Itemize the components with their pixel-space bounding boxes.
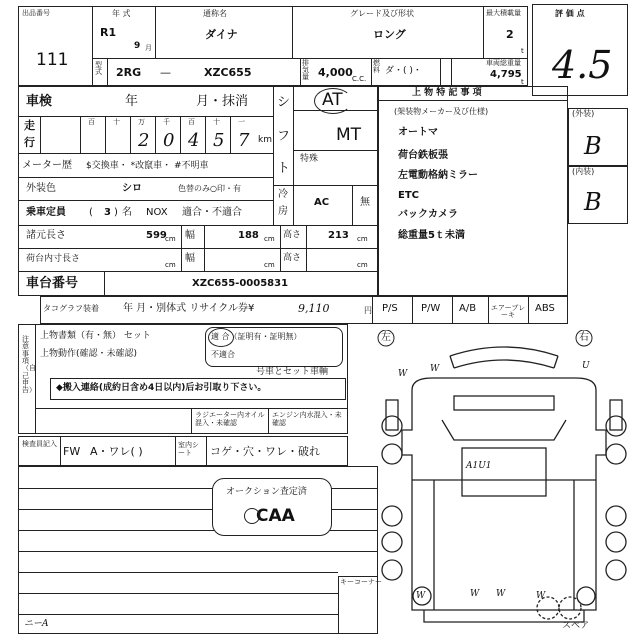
seats-paren-close: ): [114, 207, 118, 218]
seats-paren-open: (: [89, 207, 93, 218]
cargo-height-unit: cm: [357, 261, 368, 269]
notes-label: 注意事項（自己申告）: [22, 335, 36, 395]
recycle-yen: 円: [364, 306, 372, 315]
option-air-brake: エアーブレーキ: [490, 304, 526, 319]
mileage-label-2: 行: [24, 136, 35, 149]
specials-title: 上 物 特 記 事 項: [412, 88, 482, 98]
radiator-label: ラジエーター内オイル混入・未確認: [195, 411, 265, 428]
stamp-top: オークション査定済: [226, 487, 307, 497]
lot-number: 111: [36, 50, 69, 70]
score-value: 4.5: [552, 43, 613, 87]
cargo-height-label: 高さ: [283, 253, 302, 263]
color-value: シロ: [122, 183, 142, 194]
exterior-grade: B: [584, 132, 602, 160]
recycle-label: 年 月・別体式 リサイクル券¥: [123, 303, 255, 314]
year-month: 9: [134, 41, 141, 51]
length-label: 諸元長さ: [26, 230, 66, 241]
seats-label: 乗車定員: [26, 207, 66, 218]
width-unit: cm: [264, 235, 275, 243]
sheet-condition: コゲ・穴・ワレ・破れ: [210, 445, 320, 458]
at-circle-mark: [314, 88, 352, 114]
height-unit: cm: [357, 235, 368, 243]
shift-char-2: フ: [277, 129, 291, 144]
width-label: 幅: [185, 230, 195, 241]
option-pw: P/W: [421, 303, 441, 314]
meter-options: $交換車・ *改竄車・ #不明車: [86, 161, 209, 171]
length-value: 599: [146, 230, 167, 241]
specials-subtitle: (架装物メーカー及び仕様): [394, 107, 489, 116]
gross-weight: 4,795: [490, 69, 522, 80]
special-item: オートマ: [398, 127, 438, 138]
color-change: 色替のみ○印・有: [178, 184, 241, 193]
cargo-width-unit: cm: [264, 261, 275, 269]
mileage-label-1: 走: [24, 119, 35, 132]
damage-mark: W: [470, 589, 480, 599]
cargo-width-label: 幅: [185, 253, 195, 264]
mileage-unit: km: [258, 135, 272, 145]
damage-mark: W: [536, 591, 546, 601]
shaken-label: 車検: [26, 94, 53, 109]
recycle-value: 9,110: [298, 302, 330, 315]
type-label: 型式: [95, 61, 102, 76]
exterior-label: (外装): [572, 109, 595, 118]
set-vehicle: 号車とセット車輌: [256, 367, 329, 377]
interior-grade: B: [584, 188, 602, 216]
year-label: 年 式: [112, 9, 131, 18]
mileage-digit-label: 十: [113, 118, 120, 126]
left-side-label: 左: [381, 332, 391, 343]
shaken-year: 年: [125, 94, 139, 109]
mileage-digit-label: 万: [138, 118, 145, 126]
month-unit: 月: [145, 44, 152, 52]
color-label: 外装色: [26, 183, 56, 194]
mileage-digit: 7: [238, 130, 250, 151]
key-corner-label: キーコーナー: [340, 578, 382, 586]
gross-weight-unit: t: [521, 78, 524, 86]
option-ab: A/B: [459, 303, 477, 314]
seats-value: 3: [104, 207, 111, 218]
capacity-value: 2: [506, 28, 514, 41]
inspector-label: 検査員記入: [22, 440, 57, 448]
damage-mark: W: [398, 369, 408, 379]
at-label: AT: [322, 90, 343, 110]
fit-circle-mark: [208, 328, 234, 347]
damage-mark: W: [496, 589, 506, 599]
height-label: 高さ: [283, 230, 302, 240]
model-dash: —: [160, 66, 171, 79]
fuel-label: 燃料: [373, 59, 380, 74]
special-item: バックカメラ: [398, 209, 458, 220]
shaken-month: 月・抹消: [196, 94, 249, 109]
car-name-label: 通称名: [203, 9, 227, 18]
displacement-label: 排気量: [302, 59, 309, 81]
right-side-label: 右: [579, 332, 589, 343]
mileage-digit: 2: [138, 130, 150, 151]
mileage-digit-label: 十: [213, 118, 220, 126]
mileage-digit: 0: [163, 130, 175, 151]
docs-unfit: 不適合: [211, 350, 235, 359]
ac-char-1: 冷: [278, 189, 288, 200]
mt-label: MT: [336, 125, 362, 145]
ac-value: AC: [314, 197, 330, 208]
interior-label: (内装): [572, 167, 595, 176]
chassis-model: XZC655: [204, 66, 252, 79]
ac-char-2: 房: [278, 206, 288, 217]
shift-char-1: シ: [277, 95, 291, 110]
fuel-value: ダ・( )・: [385, 66, 422, 76]
damage-note: A1U1: [466, 461, 492, 471]
car-name: ダイナ: [205, 28, 238, 41]
engine-model: 2RG: [116, 66, 142, 79]
grade-label: グレード及び形状: [350, 9, 414, 18]
ac-none: 無: [360, 197, 370, 208]
damage-mark: U: [582, 361, 590, 371]
special-item: 総重量5ｔ未満: [398, 230, 465, 241]
mileage-digit: 5: [213, 130, 225, 151]
year-era: R1: [100, 26, 117, 39]
spare-label: スペア: [562, 621, 590, 631]
mileage-digit-label: 千: [163, 118, 170, 126]
fw-value: A・ワレ( ): [90, 445, 143, 458]
damage-mark: W: [416, 591, 426, 601]
width-value: 188: [238, 230, 259, 241]
interior-sheet-label: 室内シート: [178, 441, 199, 458]
displacement-value: 4,000: [318, 66, 353, 79]
chassis-no: XZC655-0005831: [192, 278, 289, 289]
equip-line: 上物動作(確認・未確認): [40, 349, 138, 359]
mileage-digit: 4: [188, 130, 200, 151]
seats-unit: 名: [122, 207, 132, 218]
docs-line: 上物書類（有・無） セット: [40, 331, 151, 341]
lot-number-label: 出品番号: [22, 9, 50, 17]
height-value: 213: [328, 230, 349, 241]
gross-weight-label: 車両総重量: [486, 59, 521, 67]
special-item: ETC: [398, 190, 419, 201]
score-label: 評 価 点: [555, 9, 585, 18]
shift-char-3: ト: [277, 161, 291, 176]
special-label: 特殊: [300, 154, 319, 164]
bottom-scribble: ニーA: [24, 619, 49, 629]
capacity-unit: t: [521, 47, 524, 55]
capacity-label: 最大積載量: [486, 9, 521, 17]
vehicle-diagram: [372, 330, 640, 640]
special-item: 左電動格納ミラー: [398, 170, 478, 181]
docs-fit: 適 合（証明有・証明無）: [211, 332, 302, 341]
nox-value: 適合・不適合: [182, 207, 242, 218]
mileage-digit-label: 百: [188, 118, 195, 126]
stamp-caa: CAA: [256, 506, 295, 526]
option-ps: P/S: [382, 303, 398, 314]
tachograph-label: タコグラフ装着: [43, 304, 99, 313]
fw-label: FW: [63, 445, 81, 458]
stamp-circle-icon: [244, 508, 260, 524]
mileage-digit-label: 百: [88, 118, 95, 126]
option-abs: ABS: [535, 303, 555, 314]
chassis-no-label: 車台番号: [26, 276, 79, 291]
nox-label: NOX: [146, 207, 168, 218]
engine-water-label: エンジン内水混入・未確認: [272, 411, 342, 428]
cargo-label: 荷台内寸長さ: [26, 254, 81, 264]
grade: ロング: [373, 28, 406, 41]
displacement-unit: C.C.: [352, 75, 367, 83]
length-unit: cm: [165, 235, 176, 243]
mileage-digit-label: 一: [238, 118, 245, 126]
special-item: 荷台鉄板張: [398, 150, 448, 161]
meter-label: メーター歴: [22, 160, 72, 171]
contact-notice: ◆搬入連絡(成約日含め4日以内)后お引取り下さい。: [56, 383, 267, 393]
damage-mark: W: [430, 364, 440, 374]
cargo-length-unit: cm: [165, 261, 176, 269]
